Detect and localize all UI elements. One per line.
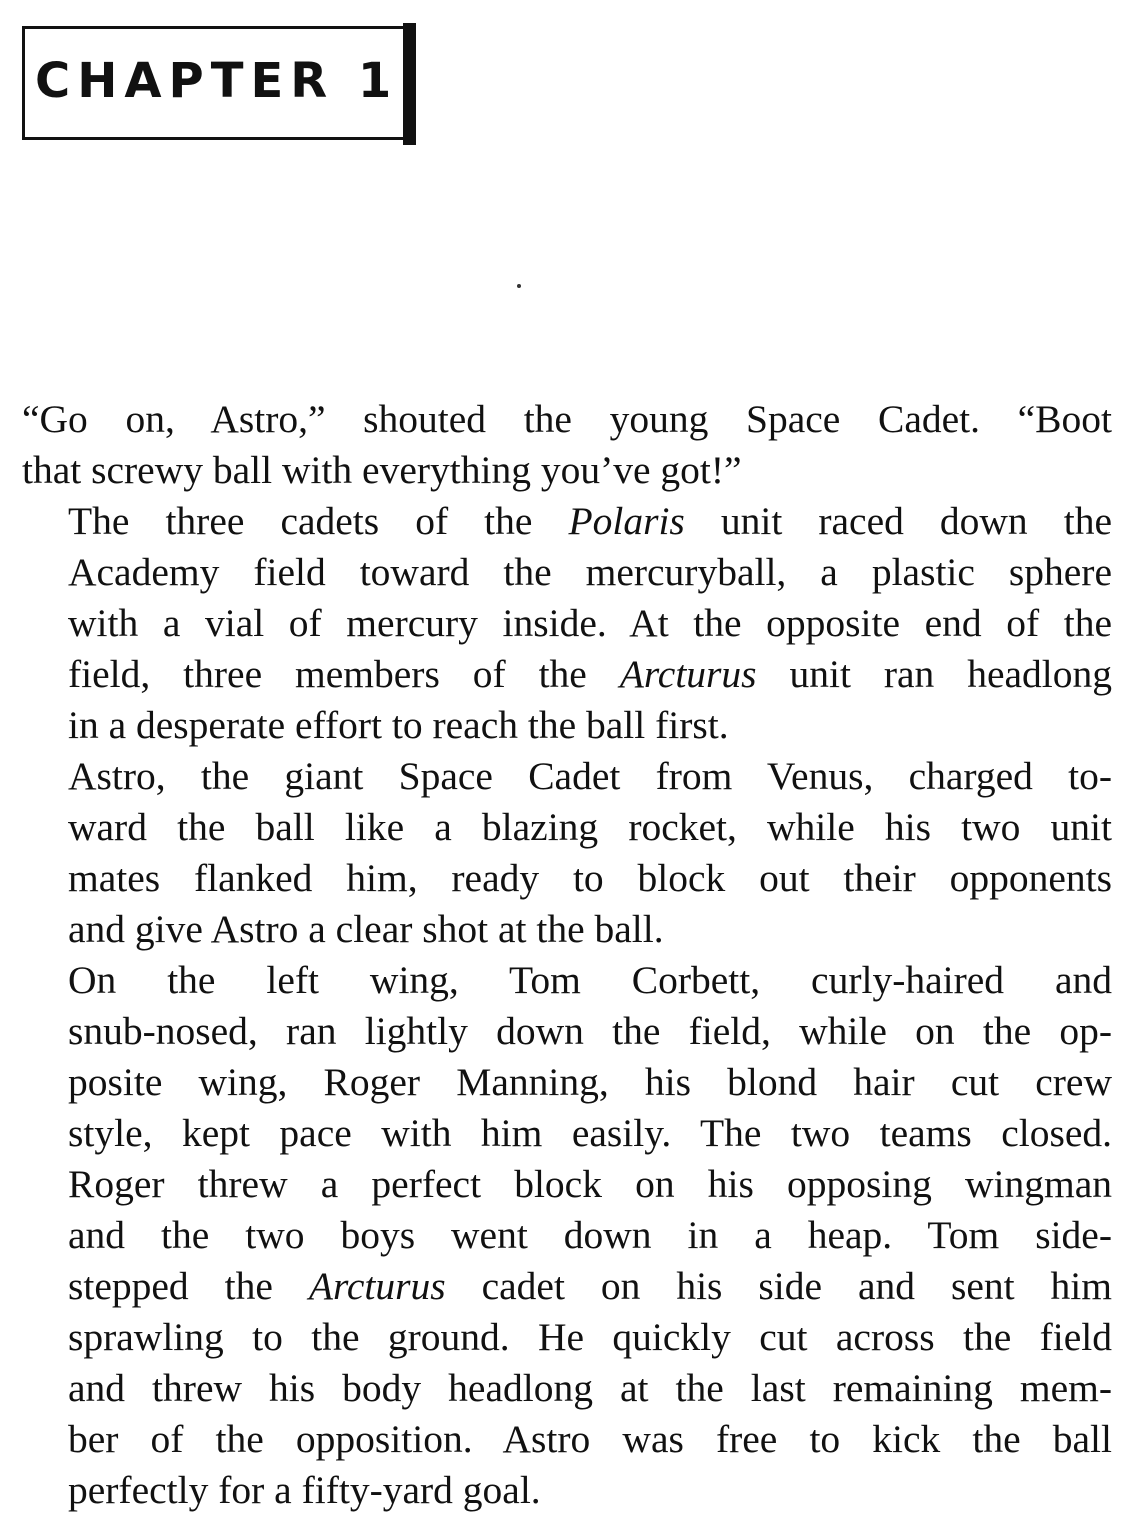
text-segment: and the two boys went down in a heap. Tom side- [68, 1213, 1112, 1257]
text-line [22, 394, 1112, 445]
text-segment: Academy field toward the mercuryball, a plastic sphere [68, 550, 1112, 594]
text-segment: ward the ball like a blazing rocket, while his two unit [68, 805, 1112, 849]
text-line [22, 1363, 1112, 1414]
text-segment: On the left wing, Tom Corbett, curly-haired and [68, 958, 1112, 1002]
text-segment: that screwy ball with everything you’ve got!” [22, 448, 742, 492]
text-segment: snub-nosed, ran lightly down the field, while on the op- [68, 1009, 1112, 1053]
text-segment: cadet on his side and sent him [445, 1264, 1113, 1308]
text-line [22, 700, 1112, 751]
italic-text: Arcturus [308, 1264, 446, 1308]
text-segment: sprawling to the ground. He quickly cut across the field [68, 1315, 1112, 1359]
text-line [22, 547, 1112, 598]
text-segment: The three cadets of the [68, 499, 569, 543]
text-segment: posite wing, Roger Manning, his blond hair cut crew [68, 1060, 1112, 1104]
text-line [22, 445, 1112, 496]
text-line [22, 955, 1112, 1006]
text-segment: with a vial of mercury inside. At the opposite end of the [68, 601, 1112, 645]
text-line [22, 598, 1112, 649]
text-segment: Roger threw a perfect block on his opposing wingman [68, 1162, 1112, 1206]
text-line [22, 904, 1112, 955]
chapter-heading: CHAPTER 1 [35, 53, 399, 109]
text-line [22, 1465, 1112, 1516]
text-segment: unit raced down the [684, 499, 1112, 543]
text-line [22, 1057, 1112, 1108]
text-line [22, 1108, 1112, 1159]
paragraph [22, 496, 1112, 751]
text-segment: and give Astro a clear shot at the ball. [68, 907, 664, 951]
text-segment: Astro, the giant Space Cadet from Venus, charged to- [68, 754, 1112, 798]
text-line [22, 802, 1112, 853]
italic-text: Arcturus [619, 652, 757, 696]
text-line [22, 853, 1112, 904]
italic-text: Polaris [568, 499, 685, 543]
text-line [22, 1159, 1112, 1210]
chapter-body-text [22, 394, 1112, 1516]
paragraph [22, 955, 1112, 1516]
paragraph [22, 751, 1112, 955]
text-line [22, 1414, 1112, 1465]
text-segment: and threw his body headlong at the last remaining mem- [68, 1366, 1112, 1410]
text-line [22, 1210, 1112, 1261]
text-segment: in a desperate effort to reach the ball first. [68, 703, 729, 747]
text-segment: perfectly for a fifty-yard goal. [68, 1468, 541, 1512]
chapter-heading-box [22, 26, 404, 140]
text-line [22, 496, 1112, 547]
text-line [22, 751, 1112, 802]
text-line [22, 1261, 1112, 1312]
text-line [22, 649, 1112, 700]
text-segment: style, kept pace with him easily. The two teams closed. [68, 1111, 1112, 1155]
text-line [22, 1006, 1112, 1057]
text-segment: unit ran headlong [756, 652, 1112, 696]
print-speck [517, 284, 521, 288]
text-segment: field, three members of the [68, 652, 620, 696]
text-segment: stepped the [68, 1264, 309, 1308]
text-segment: “Go on, Astro,” shouted the young Space Cadet. “Boot [22, 397, 1112, 441]
text-segment: ber of the opposition. Astro was free to kick the ball [68, 1417, 1112, 1461]
text-segment: mates flanked him, ready to block out their opponents [68, 856, 1112, 900]
text-line [22, 1312, 1112, 1363]
paragraph [22, 394, 1112, 496]
